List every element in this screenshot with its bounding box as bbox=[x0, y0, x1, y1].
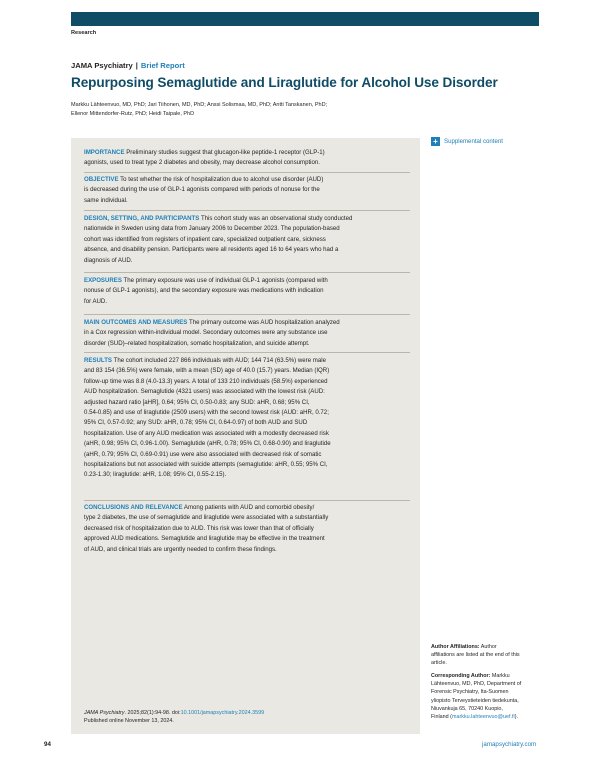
section-heading: DESIGN, SETTING, AND PARTICIPANTS bbox=[84, 215, 200, 222]
site-url-link[interactable]: jamapsychiatry.com bbox=[482, 741, 537, 748]
text-line: article. bbox=[431, 660, 447, 667]
text-line: for AUD. bbox=[84, 297, 108, 305]
text-line: ). bbox=[514, 714, 518, 721]
text-line: cohort was identified from registers of inpatient care, specialized outpatient care, sickness bbox=[84, 235, 326, 243]
text-line: and 83 154 (36.5%) were female, with a mean (SD) age of 40.0 (15.7) years. Median (IQR) bbox=[84, 367, 330, 375]
article-type-link[interactable]: Brief Report bbox=[140, 61, 185, 70]
section-heading: OBJECTIVE bbox=[84, 176, 119, 183]
section-label: Research bbox=[71, 30, 97, 36]
text-line: affiliations are listed at the end of this bbox=[431, 652, 520, 659]
citation-ref: . 2025;82(1):94-98. doi: bbox=[124, 710, 181, 716]
text-line: Finland ( bbox=[431, 714, 452, 721]
text-line: diagnosis of AUD. bbox=[84, 256, 133, 264]
page-number: 94 bbox=[44, 741, 51, 748]
text-line: agonists, used to treat type 2 diabetes and obesity, may decrease alcohol consumption. bbox=[84, 159, 320, 167]
abstract-design bbox=[84, 214, 410, 266]
divider bbox=[84, 272, 410, 273]
text-line: AUD hospitalization. Semaglutide (4321 users) was associated with the lowest risk (AUD: bbox=[84, 388, 325, 396]
text-line: Lähteenvuo, MD, PhD, Department of bbox=[431, 681, 522, 688]
divider bbox=[84, 210, 410, 211]
author-line: Ellenor Mittendorfer-Rutz, PhD; Heidi Taipale, PhD bbox=[71, 111, 195, 117]
text-line: 0.54-0.85) and use of liraglutide (2509 users) with the second lowest risk (AUD: aHR, 0.72; bbox=[84, 409, 329, 417]
abstract-importance bbox=[84, 148, 410, 169]
corresponding-label: Corresponding Author: bbox=[431, 673, 491, 679]
published-date: Published online November 13, 2024. bbox=[84, 718, 174, 724]
text-line: approved AUD medications. Semaglutide and liraglutide may be effective in the treatment bbox=[84, 535, 325, 543]
text-line: Author bbox=[479, 644, 497, 650]
journal-name: JAMA Psychiatry bbox=[71, 61, 133, 70]
corresponding-author bbox=[431, 672, 543, 721]
divider bbox=[84, 352, 410, 353]
text-line: Forensic Psychiatry, Ita-Suomen bbox=[431, 689, 509, 696]
text-line: hospitalizations but not associated with suicide attempts (semaglutide: aHR, 0.55; 95% CI, bbox=[84, 461, 328, 469]
supplemental-label: Supplemental content bbox=[444, 138, 503, 145]
abstract-outcomes bbox=[84, 318, 410, 349]
text-line: nonuse of GLP-1 agonists), and the secondary exposure was medications with indication bbox=[84, 287, 324, 295]
doi-link[interactable]: 10.1001/jamapsychiatry.2024.3599 bbox=[180, 710, 265, 716]
email-link[interactable]: markku.lahteenvuo@uef.fi bbox=[451, 714, 515, 721]
supplemental-content-link[interactable] bbox=[431, 137, 503, 146]
text-line: adjusted hazard ratio [aHR], 0.64; 95% CI, 0.50-0.83; any SUD: aHR, 0.68; 95% CI, bbox=[84, 398, 310, 406]
journal-line bbox=[71, 61, 185, 70]
abstract-box bbox=[71, 138, 420, 734]
divider bbox=[84, 314, 410, 315]
plus-icon: + bbox=[431, 137, 440, 146]
text-line: To test whether the risk of hospitalization due to alcohol use disorder (AUD) bbox=[120, 176, 324, 183]
section-heading: EXPOSURES bbox=[84, 277, 122, 284]
text-line: (aHR, 0.98; 95% CI, 0.96-1.00). Semaglutide (aHR, 0.78; 95% CI, 0.68-0.90) and liraglutide bbox=[84, 440, 331, 448]
article-title: Repurposing Semaglutide and Liraglutide for Alcohol Use Disorder bbox=[71, 75, 498, 90]
text-line: nationwide in Sweden using data from January 2006 to December 2023. The population-based bbox=[84, 225, 340, 233]
text-line: Among patients with AUD and comorbid obesity/ bbox=[183, 504, 315, 511]
text-line: (aHR, 0.79; 95% CI, 0.69-0.91) use were also associated with decreased risk of somatic bbox=[84, 450, 322, 458]
citation-journal: JAMA Psychiatry bbox=[84, 710, 125, 716]
text-line: decreased risk of hospitalization due to AUD. This risk was lower than that of officially bbox=[84, 524, 314, 532]
text-line: is decreased during the use of GLP-1 agonists compared with periods of nonuse for the bbox=[84, 186, 320, 194]
citation bbox=[84, 709, 264, 725]
text-line: Niuvankuja 65, 70240 Kuopio, bbox=[431, 705, 503, 712]
text-line: same individual. bbox=[84, 196, 128, 204]
text-line: The primary exposure was use of individual GLP-1 agonists (compared with bbox=[123, 277, 328, 284]
abstract-results bbox=[84, 356, 410, 481]
abstract-exposures bbox=[84, 276, 410, 307]
divider bbox=[84, 500, 410, 501]
header-bar bbox=[71, 12, 539, 26]
affiliations-label: Author Affiliations: bbox=[431, 644, 480, 650]
text-line: absence, and disability pension. Participants were all residents aged 16 to 64 years who had a bbox=[84, 246, 339, 254]
text-line: type 2 diabetes, the use of semaglutide and liraglutide were associated with a substantially bbox=[84, 514, 329, 522]
section-heading: IMPORTANCE bbox=[84, 149, 125, 156]
text-line: of AUD, and clinical trials are urgently needed to confirm these findings. bbox=[84, 545, 277, 553]
text-line: Markku bbox=[490, 673, 510, 679]
text-line: in a Cox regression within-individual model. Secondary outcomes were any substance use bbox=[84, 329, 328, 337]
text-line: The primary outcome was AUD hospitalization analyzed bbox=[188, 319, 340, 326]
section-heading: MAIN OUTCOMES AND MEASURES bbox=[84, 319, 188, 326]
text-line: The cohort included 227 866 individuals with AUD; 144 714 (63.5%) were male bbox=[113, 357, 326, 364]
text-line: 0.23-1.30; liraglutide: aHR, 1.08; 95% CI, 0.55-2.15). bbox=[84, 471, 227, 479]
text-line: Preliminary studies suggest that glucagon-like peptide-1 receptor (GLP-1) bbox=[126, 149, 325, 156]
text-line: follow-up time was 8.8 (4.0-13.3) years. A total of 133 210 individuals (58.5%) experienced bbox=[84, 377, 328, 385]
abstract-objective bbox=[84, 175, 410, 206]
author-affiliations bbox=[431, 643, 543, 668]
text-line: disorder (SUD)–related hospitalization, somatic hospitalization, and suicide attempt. bbox=[84, 339, 310, 347]
text-line: hospitalization. Use of any AUD medication was associated with a modestly decreased risk bbox=[84, 429, 329, 437]
abstract-conclusions bbox=[84, 503, 410, 555]
section-heading: RESULTS bbox=[84, 357, 112, 364]
text-line: 95% CI, 0.57-0.92; any SUD: aHR, 0.78; 95% CI, 0.64-0.97) of both AUD and SUD bbox=[84, 419, 308, 427]
author-line: Markku Lähteenvuo, MD, PhD; Jari Tiihonen, MD, PhD; Anssi Solismaa, MD, PhD; Antti Tanskanen, PhD; bbox=[71, 102, 328, 108]
text-line: yliopisto Terveystieteiden tiedekunta, bbox=[431, 697, 519, 704]
section-heading: CONCLUSIONS AND RELEVANCE bbox=[84, 504, 183, 511]
author-list bbox=[71, 101, 411, 119]
separator: | bbox=[135, 61, 138, 70]
divider bbox=[84, 172, 410, 173]
text-line: This cohort study was an observational study conducted bbox=[200, 215, 353, 222]
